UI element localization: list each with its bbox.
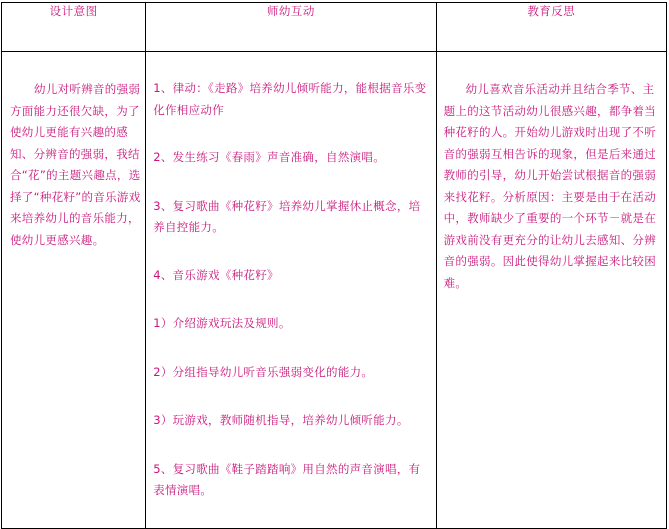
reflection-cell — [436, 52, 666, 529]
reflection-text: 幼儿喜欢音乐活动并且结合季节、主题上的这节活动幼儿很感兴趣，都争着当种花籽的人。开始幼儿游戏时出现了不听音的强弱互相告诉的现象，但是后来通过教师的引导，幼儿开始尝试根据音的强弱来找花籽。分析原因：主要是由于在活动中，教师缺少了重要的一个环节－就是在游戏前没有更充分的让幼儿去感知、分辨音的强弱。因此使得幼儿掌握起来比较困难。 — [443, 82, 657, 290]
header-row — [2, 3, 667, 52]
interaction-item-1: 1、律动：《走路》培养幼儿倾听能力，能根据音乐变化作相应动作 — [153, 81, 427, 117]
interaction-item-5: 5、复习歌曲《鞋子踏踏响》用自然的声音演唱，有表情演唱。 — [153, 461, 421, 497]
interaction-cell — [146, 52, 436, 529]
header-reflection: 教育反思 — [436, 3, 666, 52]
interaction-item-4-2: 2）分组指导幼儿听音乐强弱变化的能力。 — [153, 364, 374, 379]
interaction-item-2: 2、发生练习《春雨》声音准确，自然演唱。 — [153, 150, 386, 164]
design-intent-cell — [2, 52, 146, 529]
interaction-item-4-1: 1）介绍游戏玩法及规则。 — [153, 316, 291, 330]
interaction-item-4-3: 3）玩游戏，教师随机指导，培养幼儿倾听能力。 — [153, 413, 409, 427]
header-design-intent: 设计意图 — [2, 3, 146, 52]
lesson-plan-table — [1, 2, 667, 529]
interaction-item-3: 3、复习歌曲《种花籽》培养幼儿掌握休止概念，培养自控能力。 — [153, 198, 421, 234]
content-row — [2, 52, 667, 529]
interaction-item-4: 4、音乐游戏《种花籽》 — [153, 267, 279, 282]
interaction-list — [146, 52, 435, 502]
header-interaction: 师幼互动 — [146, 3, 436, 52]
design-intent-text: 幼儿对听辨音的强弱方面能力还很欠缺，为了使幼儿更能有兴趣的感知、分辨音的强弱，我结合“花”的主题兴趣点，选择了“种花籽”的音乐游戏来培养幼儿的音乐能力，使幼儿更感兴趣。 — [10, 82, 141, 247]
